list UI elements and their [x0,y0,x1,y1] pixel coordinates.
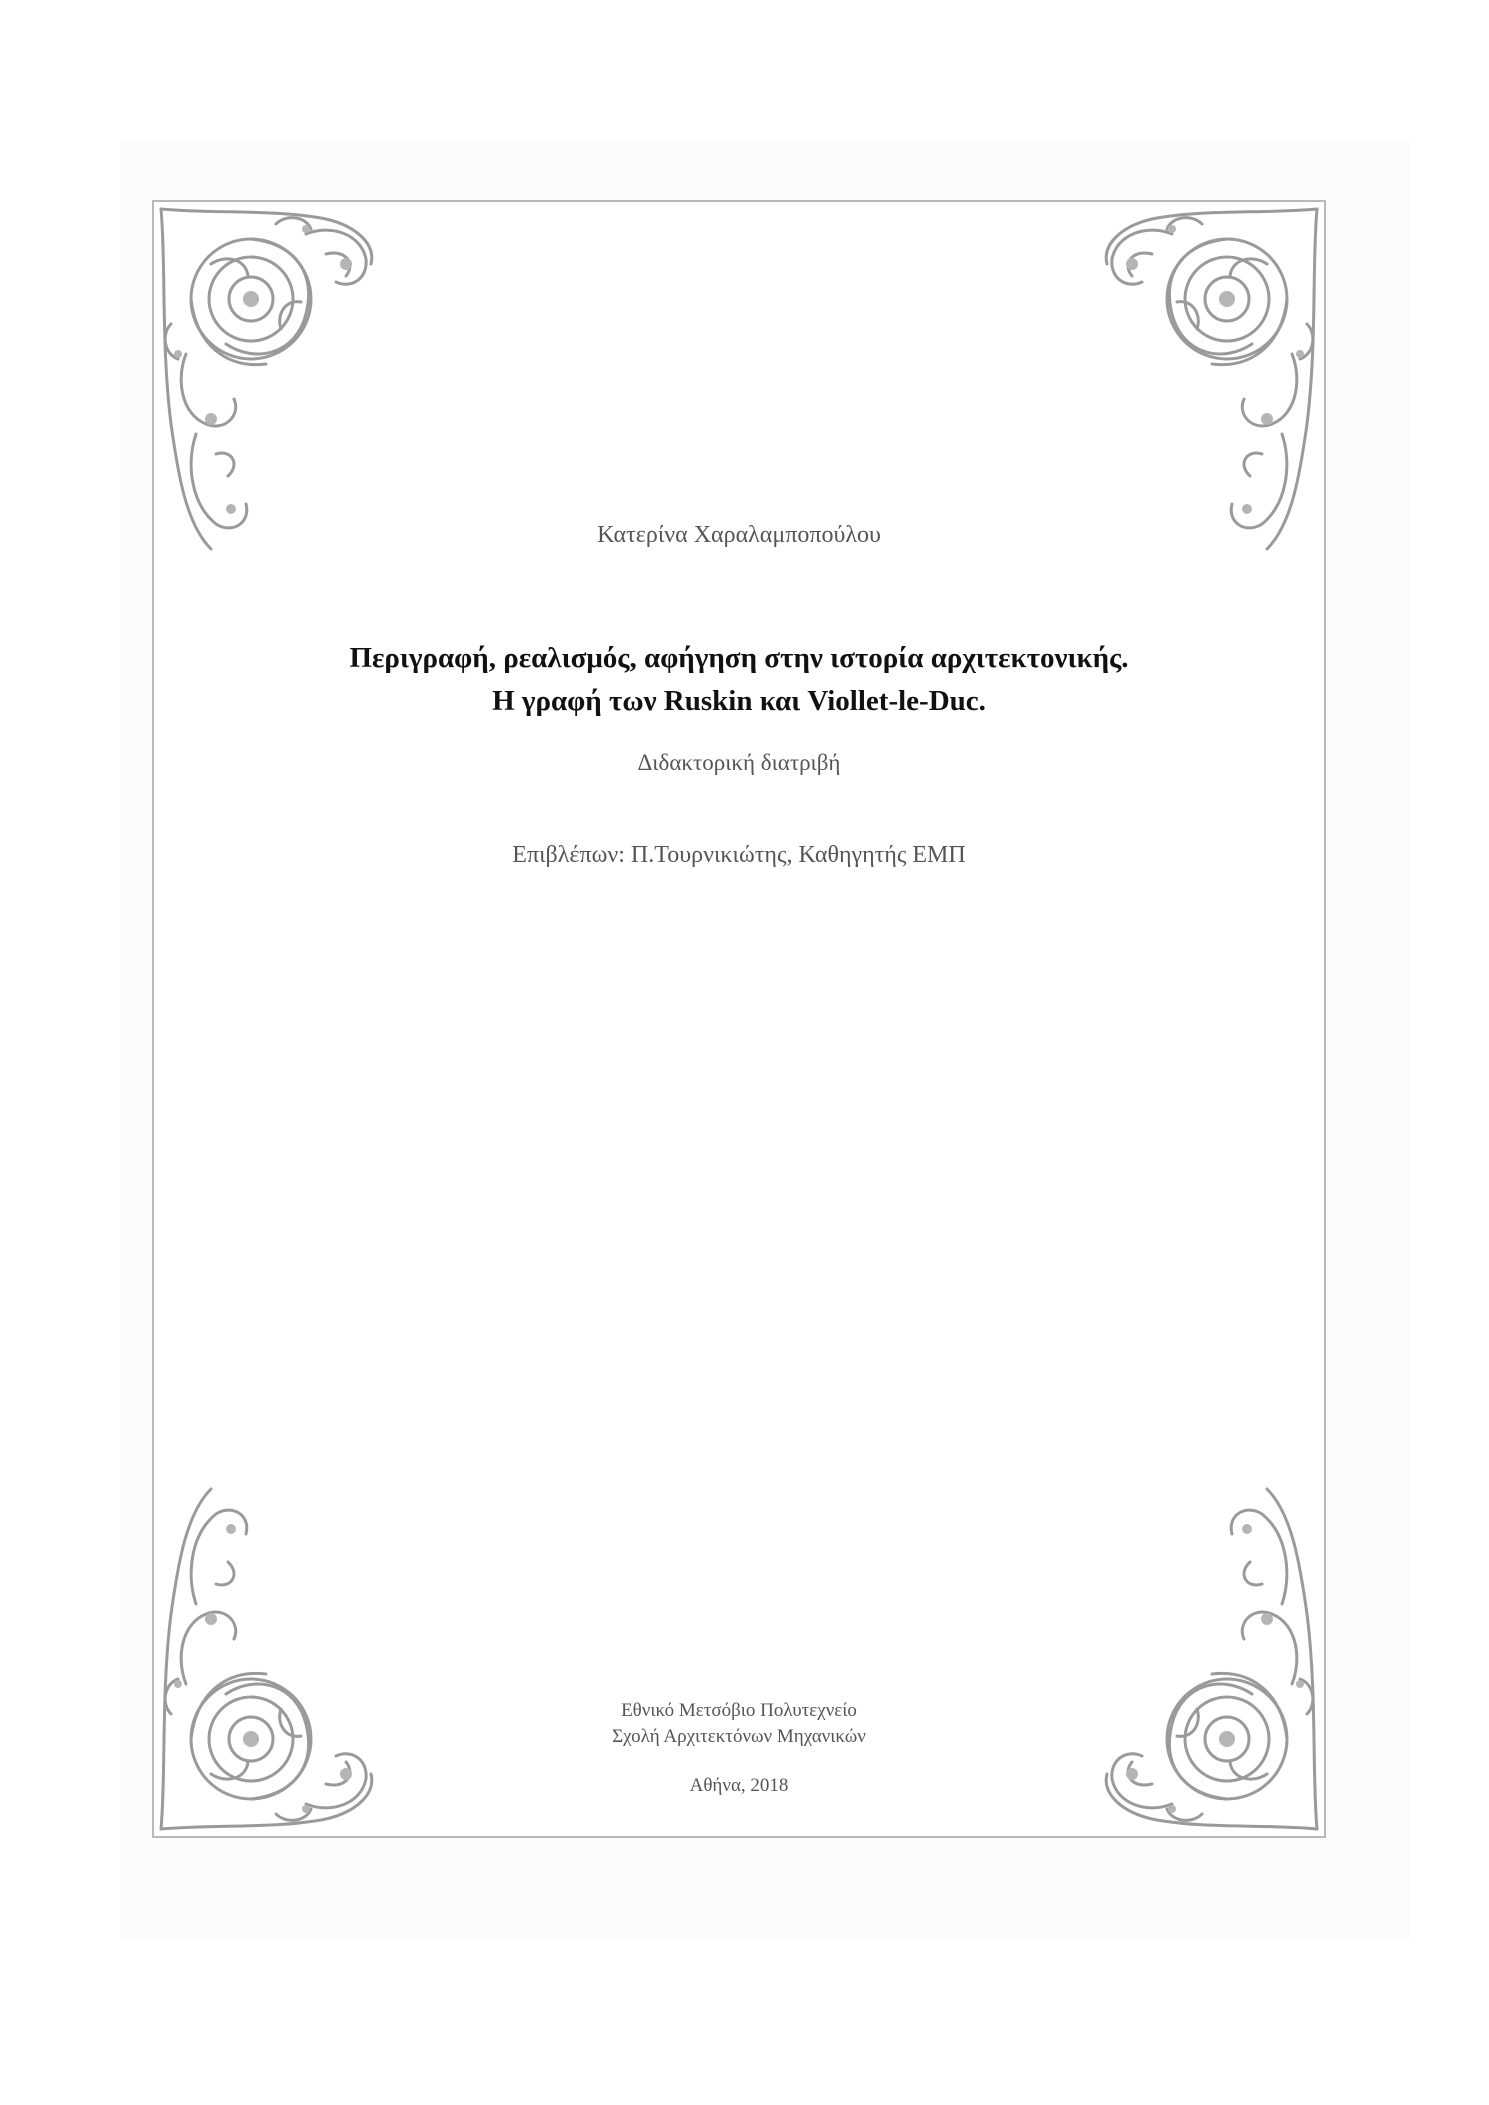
supervisor-line: Επιβλέπων: Π.Τουρνικιώτης, Καθηγητής ΕΜΠ [512,842,966,868]
corner-ornament-top-right-icon [1092,204,1322,564]
school-name: Σχολή Αρχιτεκτόνων Μηχανικών [612,1726,866,1747]
document-type: Διδακτορική διατριβή [637,750,841,775]
corner-ornament-top-left-icon [156,204,386,564]
thesis-title-line-1: Περιγραφή, ρεαλισμός, αφήγηση στην ιστορία αρχιτεκτονικής. [349,642,1129,674]
thesis-title-line-2: Η γραφή των Ruskin και Viollet-le-Duc. [492,685,986,717]
author-name: Κατερίνα Χαραλαμποπούλου [597,522,881,548]
title-page-frame [152,200,1326,1838]
place-and-date: Αθήνα, 2018 [689,1775,789,1796]
institution-name: Εθνικό Μετσόβιο Πολυτεχνείο [621,1700,857,1721]
